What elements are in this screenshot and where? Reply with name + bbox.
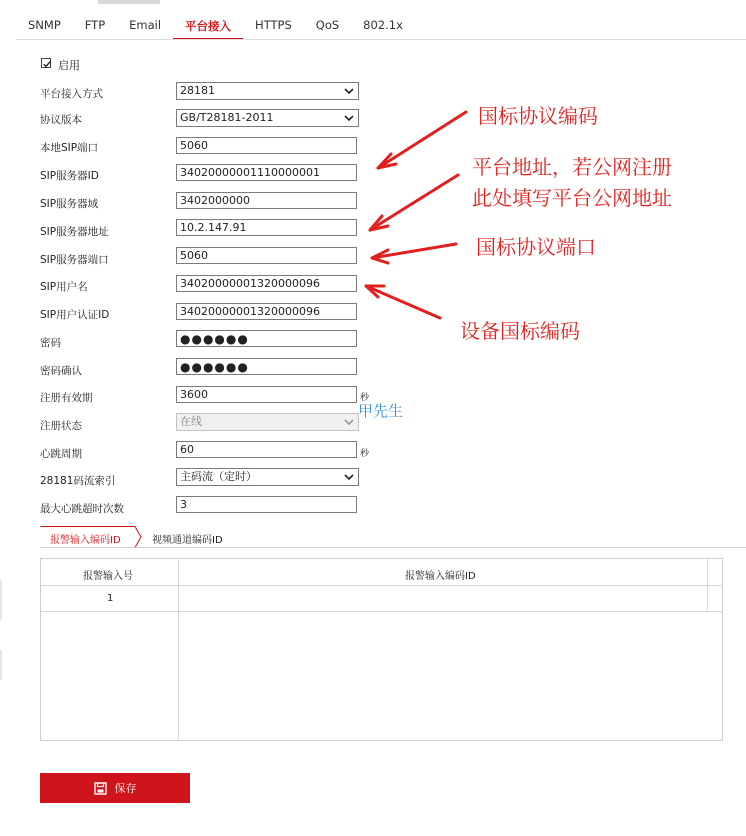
heartbeat-period-label: 心跳周期 (40, 448, 82, 460)
watermark: 甲先生 (358, 402, 404, 420)
stream-index-value: 主码流（定时） (180, 470, 257, 483)
annotation-platform-address-2: 此处填写平台公网地址 (472, 186, 672, 210)
save-button-label: 保存 (114, 782, 137, 795)
sip-server-domain-label: SIP服务器域 (40, 198, 99, 210)
register-expiry-unit: 秒 (360, 393, 370, 403)
subtab-alarm-input-code[interactable] (40, 526, 140, 548)
annotation-device-code: 设备国标编码 (460, 319, 580, 343)
sip-server-id-label: SIP服务器ID (40, 170, 99, 182)
access-mode-label: 平台接入方式 (40, 88, 103, 100)
max-heartbeat-timeout-label: 最大心跳超时次数 (40, 503, 124, 515)
password-confirm-label: 密码确认 (40, 365, 82, 377)
arrow-protocol-port (372, 244, 456, 263)
register-expiry-label: 注册有效期 (40, 392, 93, 404)
subtab-video-channel-code[interactable]: 视频通道编码ID (152, 535, 223, 546)
sip-server-address-label: SIP服务器地址 (40, 226, 109, 238)
column-divider (178, 559, 179, 740)
sip-auth-id-label: SIP用户认证ID (40, 309, 110, 321)
tab-email[interactable]: Email (129, 18, 162, 32)
protocol-version-label: 协议版本 (40, 114, 82, 126)
annotation-platform-address-1: 平台地址，若公网注册 (472, 155, 672, 179)
password-label: 密码 (40, 337, 61, 349)
header-divider (41, 585, 722, 586)
register-status-label: 注册状态 (40, 420, 82, 432)
annotation-protocol-port: 国标协议端口 (476, 235, 596, 259)
enable-label: 启用 (58, 59, 80, 72)
heartbeat-period-unit: 秒 (360, 449, 370, 459)
arrow-platform-address (370, 175, 458, 230)
local-sip-port-label: 本地SIP端口 (40, 142, 99, 154)
tab-snmp[interactable]: SNMP (28, 18, 61, 32)
save-icon (94, 782, 107, 795)
column-header-input-no: 报警输入号 (83, 571, 133, 582)
arrow-protocol-code (378, 112, 466, 168)
access-mode-value: 28181 (180, 84, 215, 97)
arrow-device-code (366, 286, 440, 318)
tab-qos[interactable]: QoS (315, 18, 340, 32)
tab-platform-access[interactable]: 平台接入 (173, 12, 243, 40)
tab-https[interactable]: HTTPS (255, 18, 292, 32)
column-header-code-id: 报警输入编码ID (405, 571, 476, 582)
alarm-input-table (40, 558, 723, 741)
register-status-value: 在线 (180, 415, 202, 428)
stream-index-label: 28181码流索引 (40, 475, 116, 487)
subtab-alarm-input-code-label: 报警输入编码ID (50, 535, 121, 546)
annotation-protocol-code: 国标协议编码 (478, 104, 598, 128)
row-divider (41, 611, 722, 612)
table-row[interactable]: 1 (107, 593, 114, 604)
save-button[interactable] (40, 773, 190, 803)
sip-username-label: SIP用户名 (40, 281, 88, 293)
sip-server-port-label: SIP服务器端口 (40, 254, 109, 266)
protocol-version-value: GB/T28181-2011 (180, 111, 274, 124)
subtab-divider (40, 547, 746, 548)
tab-ftp[interactable]: FTP (84, 18, 106, 32)
tab-8021x[interactable]: 802.1x (363, 18, 403, 32)
